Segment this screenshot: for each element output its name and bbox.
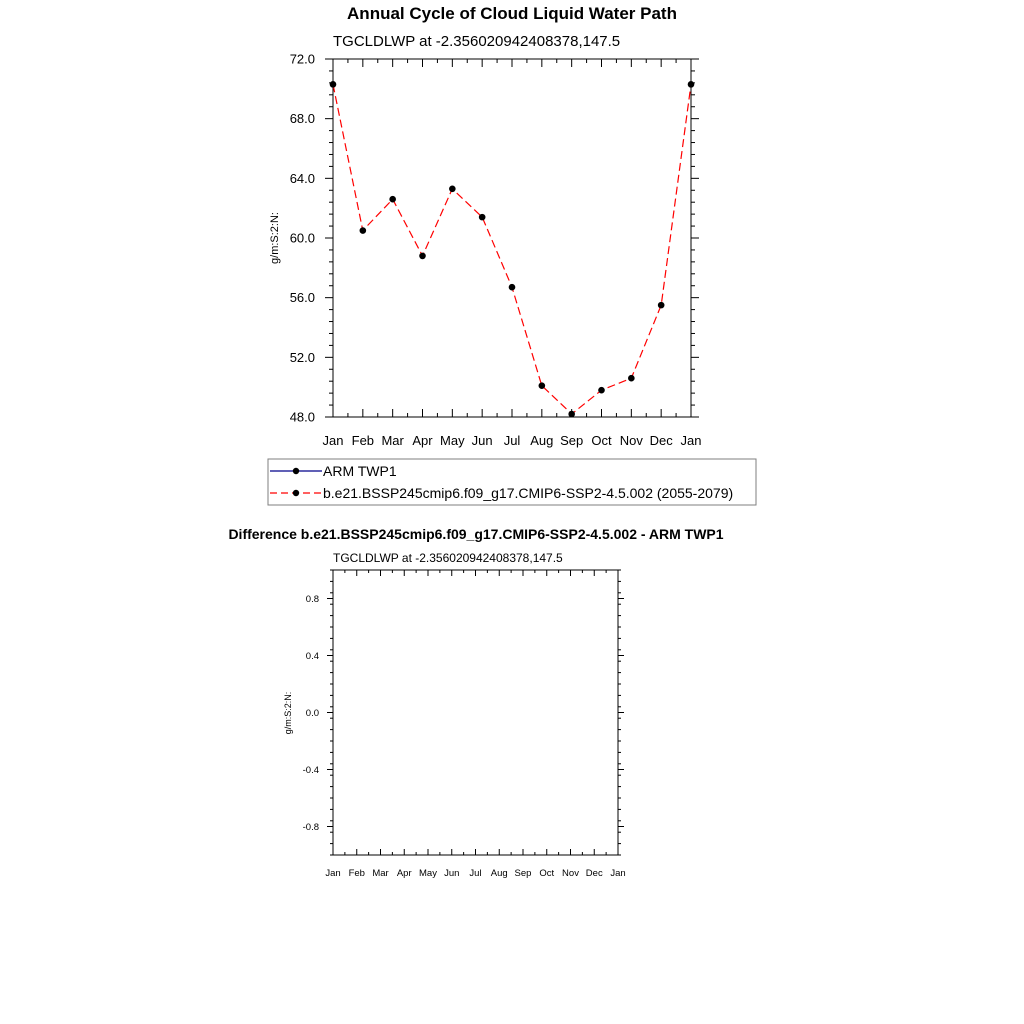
bottom-y-tick-label: -0.4 [302, 764, 319, 776]
data-point [389, 196, 396, 203]
data-point [419, 253, 426, 260]
top-y-tick-label: 52.0 [289, 349, 315, 365]
top-x-tick-label: Dec [649, 433, 673, 448]
bottom-plot-frame [333, 570, 618, 855]
data-point [509, 284, 516, 291]
top-x-tick-label: Jan [322, 433, 344, 448]
bottom-x-tick-label: Mar [372, 868, 389, 879]
chart-subtitle: TGCLDLWP at -2.356020942408378,147.5 [333, 33, 621, 50]
bottom-x-tick-label: Jan [325, 868, 341, 879]
bottom-x-tick-label: Feb [348, 868, 365, 879]
top-x-tick-label: Aug [530, 433, 554, 448]
top-x-tick-label: Jul [503, 433, 521, 448]
bottom-x-tick-label: Dec [585, 868, 603, 879]
data-point [568, 411, 575, 418]
bottom-x-tick-label: Nov [562, 868, 579, 879]
series-line-1 [333, 84, 691, 414]
data-point [330, 81, 337, 88]
legend-entry-model [270, 485, 733, 501]
top-x-tick-label: Oct [591, 433, 612, 448]
bottom-x-tick-label: Aug [490, 868, 508, 879]
top-y-tick-label: 48.0 [289, 409, 315, 425]
top-x-tick-label: Apr [412, 433, 433, 448]
top-x-tick-label: Jun [471, 433, 493, 448]
legend-label-arm: ARM TWP1 [323, 463, 397, 479]
annual-cycle-chart [268, 4, 756, 505]
bottom-y-tick-label: 0.0 [305, 707, 319, 719]
top-y-tick-label: 60.0 [289, 230, 315, 246]
legend-marker-model [293, 490, 299, 496]
top-x-tick-label: Feb [351, 433, 375, 448]
top-y-tick-label: 72.0 [289, 51, 315, 67]
top-y-axis-label: g/m:S:2:N: [269, 212, 281, 264]
bottom-x-tick-label: Jan [610, 868, 626, 879]
bottom-y-tick-label: -0.8 [302, 821, 319, 833]
data-point [539, 382, 546, 389]
top-y-tick-label: 56.0 [289, 290, 315, 306]
top-plot-axes [290, 52, 702, 448]
bottom-x-tick-label: Jul [469, 868, 482, 879]
top-x-tick-label: Jan [680, 433, 702, 448]
data-point [479, 214, 486, 221]
bottom-x-tick-label: Oct [539, 868, 555, 879]
bottom-y-axis-label: g/m:S:2:N: [283, 691, 293, 735]
top-x-tick-label: May [440, 433, 465, 448]
bottom-y-tick-label: 0.4 [305, 650, 319, 662]
legend [268, 459, 756, 505]
data-point [598, 387, 605, 394]
top-y-tick-label: 68.0 [289, 111, 315, 127]
top-y-tick-label: 64.0 [289, 170, 315, 186]
bottom-x-tick-label: May [419, 868, 437, 879]
data-point [658, 302, 665, 309]
data-point [628, 375, 635, 382]
difference-subtitle: TGCLDLWP at -2.356020942408378,147.5 [333, 551, 563, 565]
top-x-tick-label: Sep [560, 433, 584, 448]
top-plot-data [330, 81, 695, 417]
bottom-x-tick-label: Sep [514, 868, 532, 879]
difference-title: Difference b.e21.BSSP245cmip6.f09_g17.CMIP6-SSP2-4.5.002 - ARM TWP1 [228, 526, 724, 542]
legend-label-model: b.e21.BSSP245cmip6.f09_g17.CMIP6-SSP2-4.5.002 (2055-2079) [323, 485, 734, 501]
top-x-tick-label: Mar [381, 433, 404, 448]
legend-marker-arm [293, 468, 299, 474]
top-x-tick-label: Nov [619, 433, 643, 448]
bottom-plot-axes [303, 570, 626, 879]
data-point [688, 81, 695, 88]
difference-chart [228, 526, 723, 879]
bottom-y-tick-label: 0.8 [305, 593, 319, 605]
data-point [360, 227, 367, 234]
bottom-x-tick-label: Jun [444, 868, 460, 879]
data-point [449, 185, 456, 192]
bottom-x-tick-label: Apr [396, 868, 412, 879]
legend-entry-arm [270, 463, 397, 479]
chart-title: Annual Cycle of Cloud Liquid Water Path [347, 4, 677, 23]
